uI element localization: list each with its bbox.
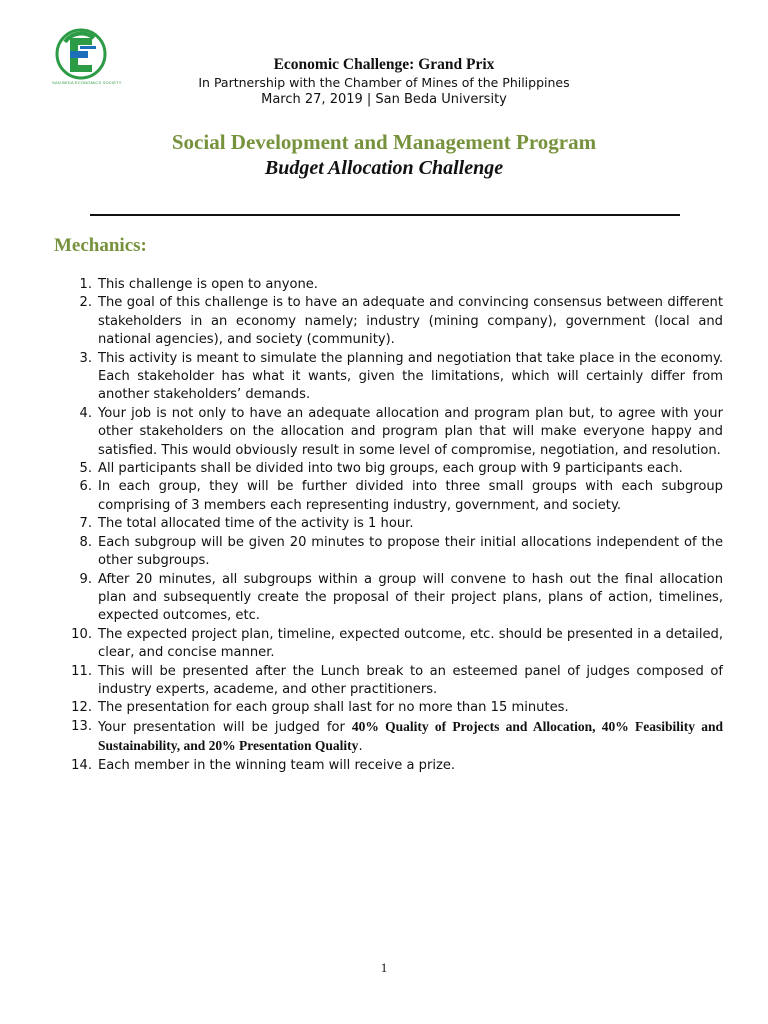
list-item xyxy=(0,663,768,700)
program-title: Social Development and Management Program xyxy=(171,130,597,154)
date-venue-line: March 27, 2019 | San Beda University xyxy=(261,92,507,107)
list-item xyxy=(0,350,768,405)
list-item-number: 4. xyxy=(79,405,92,421)
page-number: 1 xyxy=(380,960,388,975)
judging-intro: Your presentation will be judged for xyxy=(98,719,352,735)
list-item xyxy=(0,276,768,294)
section-heading: Mechanics: xyxy=(54,235,147,256)
list-item-text xyxy=(98,718,723,757)
document-title: Economic Challenge: Grand Prix xyxy=(273,56,495,73)
list-item xyxy=(0,294,768,349)
list-item-number: 7. xyxy=(79,516,92,532)
list-item-text: The goal of this challenge is to have an adequate and convincing consensus between different stakeholders in an economy namely; industry (mining company), government (local and national agencies), and society (community). xyxy=(98,295,723,348)
list-item-text: In each group, they will be further divided into three small groups with each subgroup comprising of 3 members each representing industry, government, and society. xyxy=(98,479,723,513)
horizontal-divider xyxy=(90,214,680,216)
list-item xyxy=(0,460,768,478)
judging-criteria: 40% Quality of Projects and Allocation, 40% Feasibility and Sustainability, and 20% Presentation Quality xyxy=(98,718,723,754)
list-item-text: After 20 minutes, all subgroups within a group will convene to hash out the final allocation plan and subsequently create the proposal of their project plans, plans of action, timelines, expected outcomes, etc. xyxy=(98,571,723,624)
list-item-text: This challenge is open to anyone. xyxy=(98,277,318,292)
list-item-text: Each member in the winning team will receive a prize. xyxy=(98,757,456,773)
list-item-number: 14. xyxy=(71,757,92,773)
list-item xyxy=(0,515,768,533)
list-item-number: 12. xyxy=(71,700,92,716)
list-item-text: Your job is not only to have an adequate allocation and program plan but, to agree with your other stakeholders on the allocation and program plan that will make everyone happy and satisfied. This would obviously result in some level of compromise, negotiation, and resolution. xyxy=(98,405,723,458)
list-item-number: 9. xyxy=(79,571,92,587)
logo-caption: SAN BEDA ECONOMICS SOCIETY xyxy=(52,80,122,85)
list-item xyxy=(0,718,768,757)
list-item xyxy=(0,626,768,663)
list-item-text: This will be presented after the Lunch break to an esteemed panel of judges composed of industry experts, academe, and other practitioners. xyxy=(98,663,723,697)
list-item-text: All participants shall be divided into two big groups, each group with 9 participants each. xyxy=(98,461,683,477)
list-item-text: This activity is meant to simulate the planning and negotiation that take place in the economy. Each stakeholder has what it wants, given the limitations, which will certainly differ from another stakeholders’ demands. xyxy=(98,350,723,403)
list-item-text: The presentation for each group shall last for no more than 15 minutes. xyxy=(98,700,569,716)
list-item xyxy=(0,534,768,571)
challenge-title: Budget Allocation Challenge xyxy=(264,157,504,179)
list-item xyxy=(0,699,768,717)
list-item xyxy=(0,571,768,626)
partnership-line: In Partnership with the Chamber of Mines of the Philippines xyxy=(198,75,570,90)
list-item-number: 11. xyxy=(71,663,92,679)
list-item-number: 10. xyxy=(71,626,92,642)
list-item-number: 13. xyxy=(71,718,92,734)
list-item-number: 6. xyxy=(79,479,92,495)
list-item-number: 3. xyxy=(79,350,92,366)
list-item-number: 2. xyxy=(79,295,92,311)
list-item-number: 8. xyxy=(79,534,92,550)
list-item-text: The total allocated time of the activity is 1 hour. xyxy=(98,516,414,532)
judging-end: . xyxy=(358,739,363,755)
list-item-number: 5. xyxy=(79,461,92,477)
list-item xyxy=(0,757,768,775)
list-item-text: Each subgroup will be given 20 minutes to propose their initial allocations independent of the other subgroups. xyxy=(98,534,723,569)
list-item xyxy=(0,478,768,515)
list-item-text: The expected project plan, timeline, expected outcome, etc. should be presented in a detailed, clear, and concise manner. xyxy=(98,626,723,661)
mechanics-list xyxy=(0,276,768,775)
list-item xyxy=(0,405,768,460)
list-item-number: 1. xyxy=(79,277,92,292)
